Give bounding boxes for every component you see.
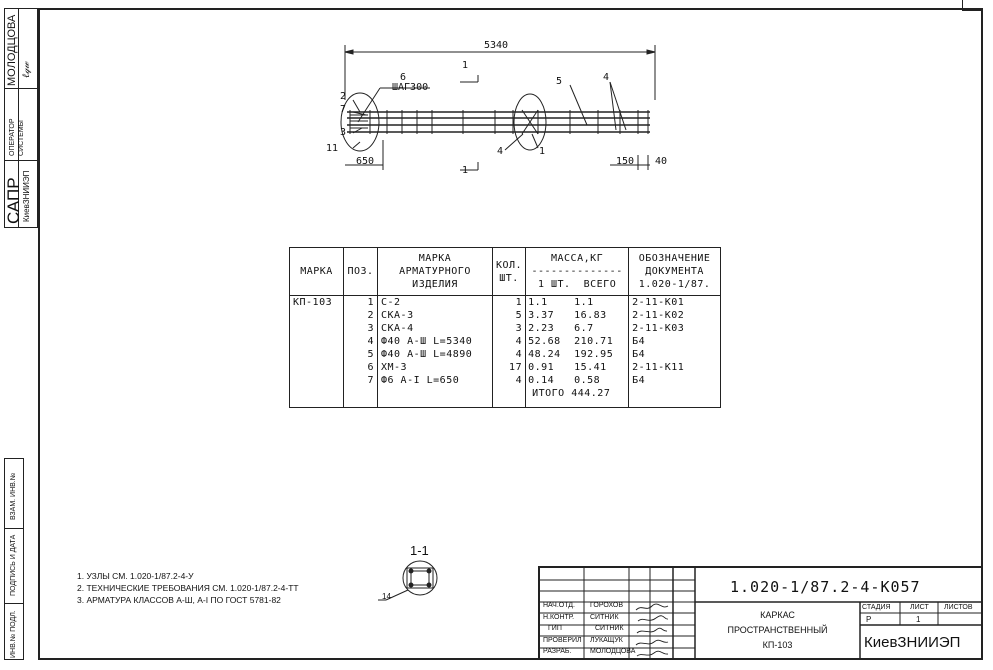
leader-4 — [610, 82, 626, 130]
strip-line — [4, 88, 38, 89]
header-pos: ПОЗ. — [344, 248, 378, 296]
cell-qty: 1 5 3 4 4 17 4 — [493, 296, 526, 408]
table-header-row — [290, 248, 721, 296]
callout-11: 11 — [326, 143, 339, 154]
role-row: ПРОВЕРИЛ ЛУКАЩУК — [543, 636, 623, 644]
cell-docs: 2-11-К01 2-11-К02 2-11-К03 Б4 Б4 2-11-К11 Б4 — [629, 296, 721, 408]
strip-institute: КиевЗНИИЭП — [22, 170, 31, 222]
leader-4b — [505, 134, 523, 150]
header-doc: ОБОЗНАЧЕНИЕ ДОКУМЕНТА 1.020-1/87. — [629, 248, 721, 296]
leader-2 — [353, 100, 360, 112]
title-text: КАРКАС ПРОСТРАНСТВЕННЫЙ КП-103 — [727, 610, 828, 650]
callout-4: 4 — [603, 72, 610, 83]
cell-products: С-2 СКА-3 СКА-4 Ф40 А-Ш L=5340 Ф40 А-Ш L=4890 ХМ-3 Ф6 А-I L=650 — [378, 296, 493, 408]
callout-4-mid: 4 — [497, 146, 504, 157]
strip-name: МОЛОДЦОВА — [6, 14, 18, 86]
specification-table — [289, 247, 721, 408]
cell-mass — [526, 296, 629, 408]
stage-header: СТАДИЯ — [862, 604, 891, 611]
mass-total-row: ИТОГО 444.27 — [532, 388, 611, 399]
callout-7: 7 — [340, 104, 347, 115]
role-row: НАЧ.ОТД. ГОРОХОВ — [543, 602, 624, 609]
mass-total-col: 1.1 16.83 6.7 210.71 192.95 15.41 0.58 — [574, 297, 614, 386]
dimension-total-label: 5340 — [484, 40, 509, 51]
callout-5: 5 — [556, 76, 563, 87]
step-label: ШАГ300 — [392, 82, 429, 93]
cell-mark: КП-103 — [290, 296, 344, 408]
leader-4 — [610, 82, 616, 130]
leader-1 — [532, 134, 538, 148]
document-code: 1.020-1/87.2-4-К057 — [730, 578, 921, 596]
section-title: 1-1 — [410, 543, 429, 558]
header-mass: МАССА,КГ -------------- 1 ШТ. ВСЕГО — [526, 248, 629, 296]
dimension-right1-label: 150 — [616, 156, 635, 167]
stage-value: Р — [866, 615, 872, 624]
sheet-corner-box — [962, 0, 983, 11]
header-product: МАРКА АРМАТУРНОГО ИЗДЕЛИЯ — [378, 248, 493, 296]
sheet-value: 1 — [916, 615, 921, 624]
leader-5 — [570, 85, 587, 125]
note-3: 3. АРМАТУРА КЛАССОВ А-Ш, А-I ПО ГОСТ 5781-82 — [77, 595, 281, 605]
strip-inv-zam: ВЗАМ. ИНВ.№ — [10, 472, 17, 520]
cell-positions: 1 2 3 4 5 6 7 — [344, 296, 378, 408]
callout-2: 2 — [340, 91, 347, 102]
header-qty: КОЛ. ШТ. — [493, 248, 526, 296]
dimension-arrow-right — [647, 50, 655, 54]
strip-line — [4, 603, 24, 604]
leader-11 — [353, 142, 360, 148]
callout-3: 3 — [340, 127, 347, 138]
mass-unit-col: 1.1 3.37 2.23 52.68 48.24 0.91 0.14 — [528, 297, 561, 386]
strip-sign-date: ПОДПИСЬ И ДАТА — [10, 534, 17, 596]
sheets-header: ЛИСТОВ — [944, 604, 973, 611]
strip-signature: ℓ𝓆𝓌 — [21, 61, 32, 78]
strip-line — [4, 160, 38, 161]
callout-1: 1 — [539, 146, 546, 157]
notes-block — [77, 570, 299, 606]
table-body-row — [290, 296, 721, 408]
role-row: Н.КОНТР. СИТНИК — [543, 613, 619, 621]
header-mark: МАРКА — [290, 248, 344, 296]
callout-6: 6 — [400, 72, 407, 83]
dimension-arrow-left — [345, 50, 353, 54]
signatures — [632, 602, 672, 660]
role-row: РАЗРАБ. МОЛОДЦОВА — [543, 648, 636, 655]
strip-line — [4, 528, 24, 529]
section-mark-top: 1 — [462, 60, 469, 71]
strip-sapr: САПР — [4, 177, 23, 224]
sheet-header: ЛИСТ — [910, 604, 929, 611]
role-row: ГИП СИТНИК — [548, 625, 624, 632]
strip-inv-orig: ИНВ.№ ПОДЛ. — [10, 610, 17, 658]
dimension-right2-label: 40 — [655, 156, 668, 167]
strip-operator: ОПЕРАТОР СИСТЕМЫ — [9, 118, 25, 156]
note-2: 2. ТЕХНИЧЕСКИЕ ТРЕБОВАНИЯ СМ. 1.020-1/87.2-4-ТТ — [77, 583, 299, 593]
dimension-left-label: 650 — [356, 156, 375, 167]
organization: КиевЗНИИЭП — [864, 634, 961, 651]
note-1: 1. УЗЛЫ СМ. 1.020-1/87.2-4-У — [77, 571, 194, 581]
title-block — [538, 566, 983, 660]
section-mark-bottom: 1 — [462, 165, 469, 176]
left-strip — [4, 8, 38, 660]
section-callout-14: 14 — [382, 592, 391, 601]
